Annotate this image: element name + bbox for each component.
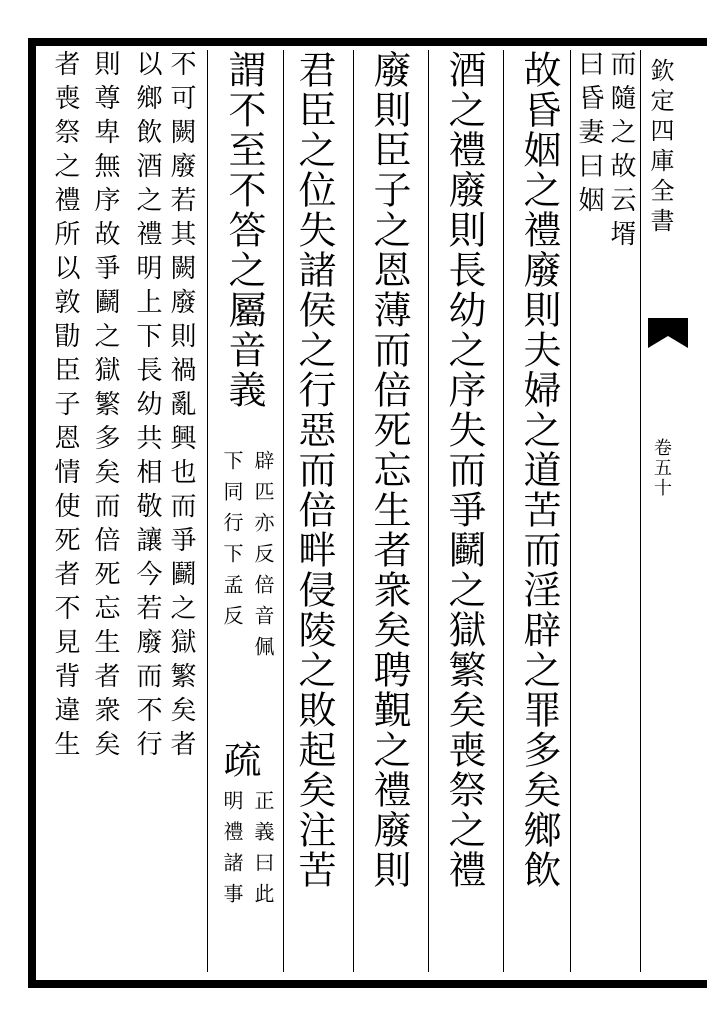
column-rule (570, 50, 571, 972)
text-column-c7b: 辟匹亦反倍音佩 (251, 450, 275, 667)
text-column-c5: 廢則臣子之恩薄而倍死忘生者衆矣聘覲之禮廢則 (367, 50, 411, 890)
text-column-c1: 而隨之故云壻 (606, 50, 636, 254)
text-column-c7f: 明禮諸事 (220, 790, 244, 914)
page-border-top (28, 38, 707, 46)
text-column-c7: 謂不至不答之屬音義 (222, 50, 266, 410)
text-column-c11: 者喪祭之禮所以敦勖臣子恩情使死者不見背違生 (50, 50, 80, 764)
text-column-c6: 君臣之位失諸侯之行惡而倍畔侵陵之敗起矣注苦 (292, 50, 336, 890)
book-title: 欽定四庫全書 (646, 58, 674, 238)
text-column-c3: 故昏姻之禮廢則夫婦之道苦而淫辟之罪多矣鄉飲 (517, 50, 561, 890)
text-column-c2: 曰昏妻曰姻 (574, 50, 604, 220)
fish-tail-mark-icon (648, 318, 688, 348)
text-column-c9: 以鄉飲酒之禮明上下長幼共相敬讓今若廢而不行 (132, 50, 162, 764)
text-column-c7e: 正義曰此 (251, 790, 275, 914)
volume-label: 卷五十 (651, 438, 672, 498)
text-column-c7c: 下同行下孟反 (220, 450, 244, 636)
text-column-c7d: 疏 (217, 740, 261, 780)
column-rule (640, 50, 641, 972)
text-column-c8: 不可闕廢若其闕廢則禍亂興也而爭鬬之獄繁矣者 (166, 50, 196, 764)
page-border-left (28, 38, 36, 988)
text-column-c4: 酒之禮廢則長幼之序失而爭鬬之獄繁矣喪祭之禮 (442, 50, 486, 890)
column-rule (207, 50, 208, 972)
column-rule (353, 50, 354, 972)
column-rule (283, 50, 284, 972)
text-column-c10: 則尊卑無序故爭鬬之獄繁多矣而倍死忘生者衆矣 (90, 50, 120, 764)
page-border-bottom (28, 980, 707, 988)
column-rule (428, 50, 429, 972)
column-rule (503, 50, 504, 972)
